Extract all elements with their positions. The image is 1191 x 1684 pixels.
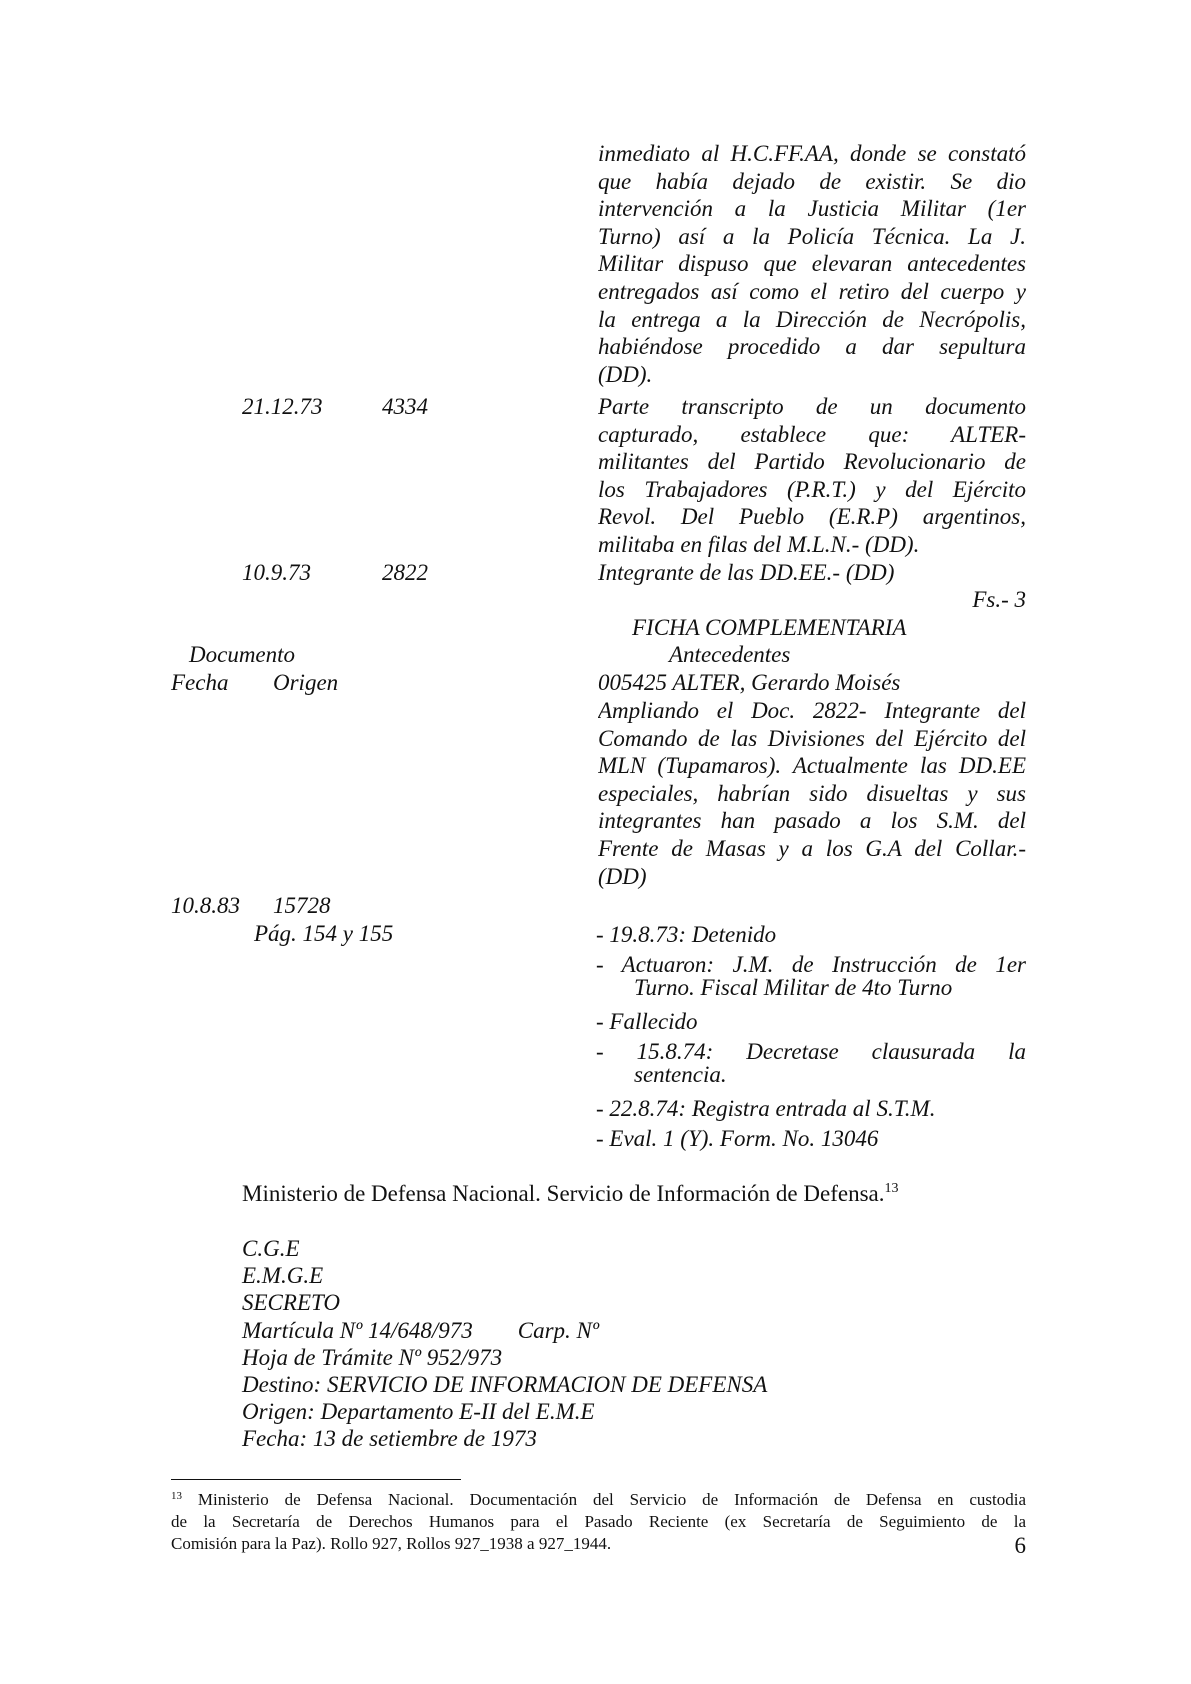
text-line: la entrega a la Dirección de Necrópolis, (598, 306, 1026, 332)
entry-date: 21.12.73 (242, 394, 323, 419)
text-line: los Trabajadores (P.R.T.) y del Ejército (598, 476, 1026, 502)
ficha-body (598, 697, 1026, 890)
text-line: MLN (Tupamaros). Actualmente las DD.EE (598, 753, 1026, 779)
entry-pages: Pág. 154 y 155 (254, 921, 394, 946)
footnote-text: Ministerio de Defensa Nacional. Documentación del Servicio de Información de Defensa en custodia (197, 1490, 1026, 1509)
text-line: Parte transcripto de un documento (598, 394, 1026, 419)
column-header-origen: Origen (273, 670, 339, 695)
memo-line: Destino: SERVICIO DE INFORMACION DE DEFENSA (242, 1371, 768, 1397)
memo-line (242, 1317, 767, 1344)
column-header-fecha: Fecha (171, 670, 229, 695)
memo-line: Hoja de Trámite Nº 952/973 (242, 1344, 503, 1370)
text-line: Militar dispuso que elevaran antecedentes (598, 251, 1026, 277)
memo-line: SECRETO (242, 1290, 340, 1316)
text-line: intervención a la Justicia Militar (1er (598, 196, 1026, 222)
column-header-documento: Documento (189, 642, 296, 667)
memo-block (242, 1235, 767, 1453)
folio-number: Fs.- 3 (972, 587, 1026, 612)
text-line: entregados así como el retiro del cuerpo y (598, 278, 1026, 304)
entry-date: 10.9.73 (242, 560, 311, 585)
top-continuation-text (598, 140, 1026, 388)
list-item: - 22.8.74: Registra entrada al S.T.M. (596, 1096, 936, 1121)
memo-line: Origen: Departamento E-II del E.M.E (242, 1399, 595, 1425)
entry-doc-number: 2822 (382, 560, 428, 585)
memo-line: Fecha: 13 de setiembre de 1973 (242, 1426, 537, 1452)
footnote-line: Comisión para la Paz). Rollo 927, Rollos 927_1938 a 927_1944. (171, 1534, 612, 1553)
text-line: militaba en filas del M.L.N.- (DD). (598, 531, 920, 557)
page-number: 6 (1014, 1533, 1026, 1558)
memo-line: C.G.E (242, 1236, 300, 1261)
text-line: inmediato al H.C.FF.AA, donde se constató (598, 141, 1026, 166)
text-line: Frente de Masas y a los G.A del Collar.- (598, 835, 1026, 861)
matricula-text: Martícula Nº 14/648/973 (242, 1317, 473, 1343)
text-line: integrantes han pasado a los S.M. del (598, 808, 1026, 834)
event-list (596, 920, 1026, 1154)
carp-text: Carp. Nº (517, 1317, 600, 1343)
text-line: especiales, habrían sido disueltas y sus (598, 780, 1026, 806)
text-line: Revol. Del Pueblo (E.R.P) argentinos, (598, 504, 1026, 530)
entry-text (598, 393, 1026, 559)
entry-date: 10.8.83 (171, 893, 240, 918)
text-line: habiéndose procedido a dar sepultura (598, 334, 1026, 360)
list-item: - 19.8.73: Detenido (596, 922, 777, 947)
entry-text: Integrante de las DD.EE.- (DD) (598, 560, 895, 585)
text-line: (DD). (598, 361, 653, 387)
list-item: - Eval. 1 (Y). Form. No. 13046 (596, 1126, 879, 1151)
footnote-line: de la Secretaría de Derechos Humanos para el Pasado Reciente (ex Secretaría de Seguimiento de la (171, 1512, 1026, 1531)
memo-line: E.M.G.E (242, 1263, 324, 1289)
list-item: - Fallecido (596, 1009, 698, 1034)
list-item-continuation: Turno. Fiscal Militar de 4to Turno (634, 975, 953, 1000)
text-line: Ampliando el Doc. 2822- Integrante del (598, 698, 1026, 723)
list-item: - Actuaron: J.M. de Instrucción de 1er (596, 952, 1026, 977)
section-heading-text: Ministerio de Defensa Nacional. Servicio de Información de Defensa. (242, 1181, 885, 1206)
entry-doc-number: 4334 (382, 394, 428, 419)
text-line: Turno) así a la Policía Técnica. La J. (598, 223, 1026, 249)
list-item-continuation: sentencia. (634, 1062, 727, 1087)
text-line: que había dejado de existir. Se dio (598, 168, 1026, 194)
text-line: capturado, establece que: ALTER- (598, 421, 1026, 447)
section-heading (242, 1180, 898, 1207)
footnote (171, 1489, 1026, 1555)
text-line: Comando de las Divisiones del Ejército del (598, 725, 1026, 751)
footnote-line (171, 1489, 1026, 1511)
footnote-divider (171, 1479, 461, 1480)
ficha-title: FICHA COMPLEMENTARIA (632, 615, 907, 640)
footnote-reference: 13 (884, 1181, 899, 1196)
entry-doc-number: 15728 (273, 893, 331, 918)
footnote-number: 13 (171, 1490, 182, 1502)
text-line: militantes del Partido Revolucionario de (598, 449, 1026, 475)
list-item: - 15.8.74: Decretase clausurada la (596, 1039, 1026, 1064)
text-line: (DD) (598, 863, 647, 889)
ficha-subtitle: Antecedentes (669, 642, 791, 667)
person-name-line: 005425 ALTER, Gerardo Moisés (598, 670, 901, 695)
